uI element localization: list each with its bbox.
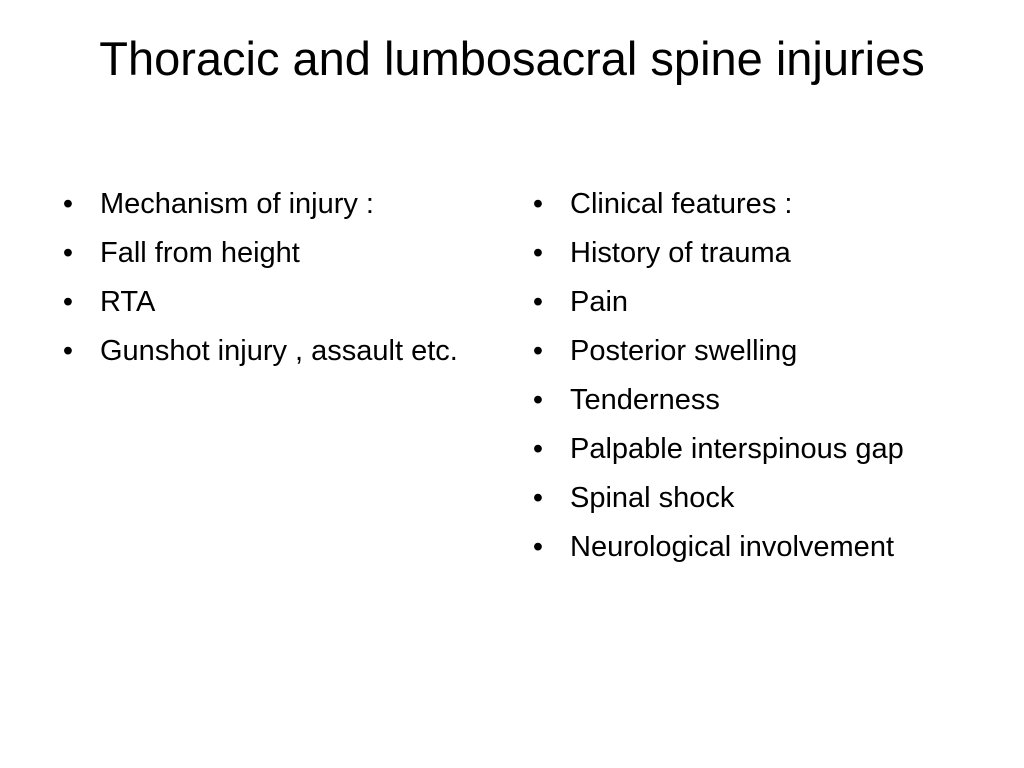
list-item	[528, 331, 968, 372]
list-item	[58, 184, 468, 225]
list-item-text: Tenderness	[570, 384, 720, 416]
list-item-text: Palpable interspinous gap	[570, 433, 904, 465]
list-item-text: Neurological involvement	[570, 531, 894, 563]
list-item-text: Pain	[570, 286, 629, 318]
bullet-icon: •	[532, 286, 544, 318]
slide-title: Thoracic and lumbosacral spine injuries	[99, 32, 925, 85]
list-item	[58, 282, 468, 323]
list-item-text: RTA	[100, 286, 156, 318]
list-item	[528, 478, 968, 519]
list-item	[528, 233, 968, 274]
list-item-text: Mechanism of injury :	[100, 188, 374, 220]
list-item-text: Spinal shock	[570, 482, 735, 514]
list-item	[528, 429, 968, 470]
list-item-text: Clinical features :	[570, 188, 793, 220]
list-item-text: Fall from height	[100, 237, 300, 269]
bullet-icon: •	[532, 482, 544, 514]
bullet-icon: •	[532, 531, 544, 563]
bullet-icon: •	[532, 237, 544, 269]
list-item	[528, 184, 968, 225]
bullet-icon: •	[532, 188, 544, 220]
list-item	[58, 233, 468, 274]
right-bullet-list	[528, 184, 968, 576]
bullet-icon: •	[62, 335, 74, 367]
list-item-text: Posterior swelling	[570, 335, 798, 367]
bullet-icon: •	[62, 237, 74, 269]
list-item-text: History of trauma	[570, 237, 791, 269]
list-item	[528, 527, 968, 568]
bullet-icon: •	[532, 384, 544, 416]
left-bullet-list	[58, 184, 468, 380]
list-item	[58, 331, 468, 372]
bullet-icon: •	[62, 286, 74, 318]
list-item	[528, 282, 968, 323]
list-item-text: Gunshot injury , assault etc.	[100, 335, 458, 367]
bullet-icon: •	[62, 188, 74, 220]
bullet-icon: •	[532, 335, 544, 367]
bullet-icon: •	[532, 433, 544, 465]
list-item	[528, 380, 968, 421]
